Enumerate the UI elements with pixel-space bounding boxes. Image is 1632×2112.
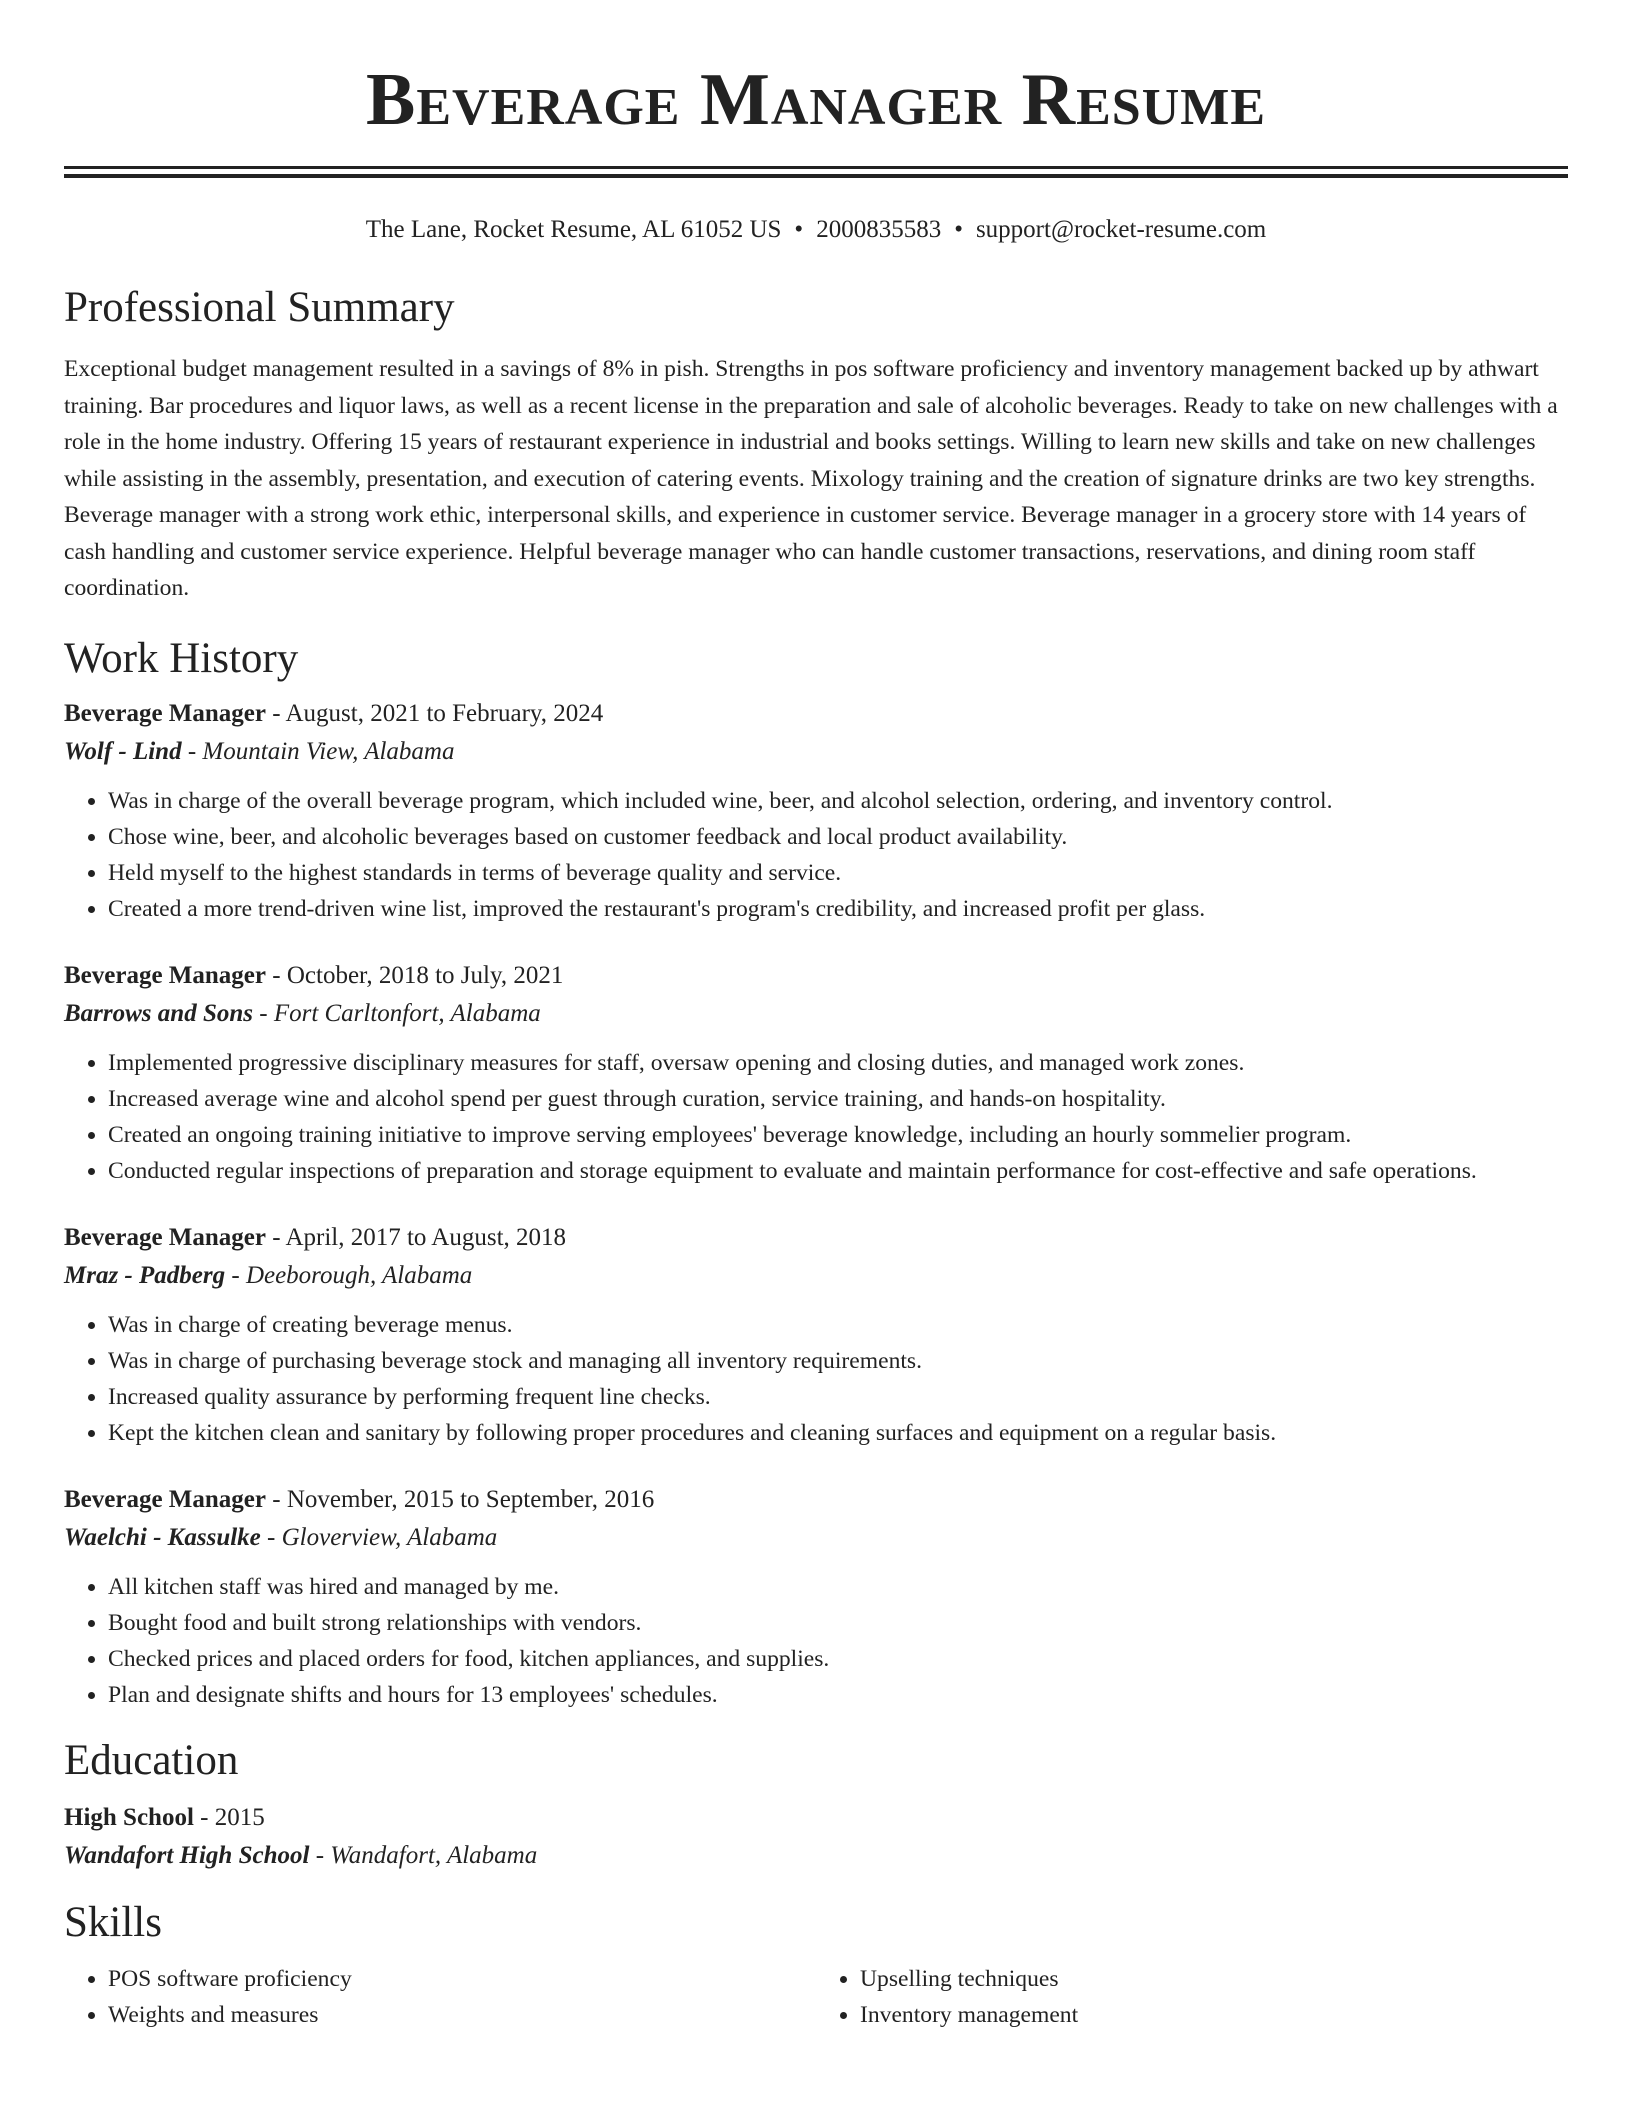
job-entry bbox=[64, 957, 1568, 1189]
education-degree: High School bbox=[64, 1803, 194, 1831]
job-location: Mountain View, Alabama bbox=[202, 737, 455, 765]
contact-phone: 2000835583 bbox=[816, 216, 942, 243]
job-entry bbox=[64, 1219, 1568, 1451]
dash: - bbox=[272, 961, 281, 989]
education-school: Wandafort High School bbox=[64, 1841, 310, 1869]
dash: - bbox=[272, 699, 281, 727]
job-bullet: • Held myself to the highest standards in terms of beverage quality and service. bbox=[108, 855, 1568, 891]
education-location: Wandafort, Alabama bbox=[330, 1841, 538, 1869]
job-dates: November, 2015 to September, 2016 bbox=[286, 1485, 655, 1513]
dash: - bbox=[200, 1803, 209, 1831]
job-bullet: • Plan and designate shifts and hours for 13 employees' schedules. bbox=[108, 1677, 1568, 1713]
job-title-line bbox=[64, 1481, 1568, 1519]
job-company-line bbox=[64, 733, 1568, 771]
skill-item: • Weights and measures bbox=[108, 1997, 816, 2033]
job-bullet: • Bought food and built strong relationships with vendors. bbox=[108, 1605, 1568, 1641]
job-bullet: • Created a more trend-driven wine list, improved the restaurant's program's credibility, and increased profit per glass. bbox=[108, 891, 1568, 927]
job-bullet: • Chose wine, beer, and alcoholic beverages based on customer feedback and local product availability. bbox=[108, 819, 1568, 855]
title-rule-bottom bbox=[64, 174, 1568, 178]
job-entry bbox=[64, 1481, 1568, 1713]
job-company-line bbox=[64, 1519, 1568, 1557]
contact-line bbox=[64, 214, 1568, 246]
education-entry bbox=[64, 1799, 1568, 1875]
job-bullet: • All kitchen staff was hired and managed by me. bbox=[108, 1569, 1568, 1605]
job-bullets bbox=[64, 1045, 1568, 1189]
skill-item: • Upselling techniques bbox=[860, 1961, 1568, 1997]
job-title-line bbox=[64, 695, 1568, 733]
job-company: Mraz - Padberg bbox=[64, 1261, 226, 1289]
job-location: Deeborough, Alabama bbox=[245, 1261, 473, 1289]
job-bullets bbox=[64, 1569, 1568, 1713]
job-company: Wolf - Lind bbox=[64, 737, 182, 765]
contact-separator: • bbox=[794, 216, 804, 243]
job-bullets bbox=[64, 783, 1568, 927]
dash: - bbox=[187, 737, 197, 765]
job-dates: October, 2018 to July, 2021 bbox=[286, 961, 564, 989]
job-bullet: • Kept the kitchen clean and sanitary by following proper procedures and cleaning surfaces and equipment on a regular basis. bbox=[108, 1415, 1568, 1451]
job-bullet: • Increased average wine and alcohol spend per guest through curation, service training, and hands-on hospitality. bbox=[108, 1081, 1568, 1117]
skills-heading: Skills bbox=[64, 1898, 162, 1946]
job-bullet: • Was in charge of the overall beverage program, which included wine, beer, and alcohol selection, ordering, and inventory control. bbox=[108, 783, 1568, 819]
dash: - bbox=[315, 1841, 325, 1869]
education-degree-line bbox=[64, 1799, 1568, 1837]
contact-email: support@rocket-resume.com bbox=[975, 216, 1267, 243]
job-bullet: • Was in charge of purchasing beverage stock and managing all inventory requirements. bbox=[108, 1343, 1568, 1379]
skills-right-column bbox=[816, 1961, 1568, 2033]
skill-item: • POS software proficiency bbox=[108, 1961, 816, 1997]
job-dates: April, 2017 to August, 2018 bbox=[285, 1223, 567, 1251]
summary-text: Exceptional budget management resulted in a savings of 8% in pish. Strengths in pos software proficiency and inventory management backed up by athwart training. Bar procedures and liquor laws, as well as a recent license in the preparation and sale of alcoholic beverages. Ready to take on new challenges with a role in the home industry. Offering 15 years of restaurant experience in industrial and books settings. Willing to learn new skills and take on new challenges while assisting in the assembly, presentation, and execution of catering events. Mixology training and the creation of signature drinks are two key strengths. Beverage manager with a strong work ethic, interpersonal skills, and experience in customer service. Beverage manager in a grocery store with 14 years of cash handling and customer service experience. Helpful beverage manager who can handle customer transactions, reservations, and dining room staff coordination. bbox=[64, 356, 1558, 601]
job-dates: August, 2021 to February, 2024 bbox=[285, 699, 604, 727]
work-history-heading: Work History bbox=[64, 634, 299, 682]
contact-address: The Lane, Rocket Resume, AL 61052 US bbox=[365, 216, 782, 243]
job-bullet: • Checked prices and placed orders for food, kitchen appliances, and supplies. bbox=[108, 1641, 1568, 1677]
job-location: Fort Carltonfort, Alabama bbox=[273, 999, 541, 1027]
job-company-line bbox=[64, 1257, 1568, 1295]
education-heading: Education bbox=[64, 1736, 239, 1784]
summary-heading: Professional Summary bbox=[64, 284, 455, 331]
dash: - bbox=[272, 1485, 281, 1513]
job-bullet: • Conducted regular inspections of preparation and storage equipment to evaluate and maintain performance for cost-effective and safe operations. bbox=[108, 1153, 1568, 1189]
resume-title: Beverage Manager Resume bbox=[365, 59, 1267, 141]
title-rule-top bbox=[64, 166, 1568, 169]
dash: - bbox=[231, 1261, 240, 1289]
skills-left-column bbox=[64, 1961, 816, 2033]
job-title: Beverage Manager bbox=[64, 961, 267, 989]
job-bullet: • Increased quality assurance by performing frequent line checks. bbox=[108, 1379, 1568, 1415]
job-title-line bbox=[64, 957, 1568, 995]
dash: - bbox=[272, 1223, 281, 1251]
job-company: Barrows and Sons bbox=[64, 999, 253, 1027]
job-bullets bbox=[64, 1307, 1568, 1451]
dash: - bbox=[267, 1523, 276, 1551]
job-entry bbox=[64, 695, 1568, 927]
job-bullet: • Created an ongoing training initiative to improve serving employees' beverage knowledge, including an hourly sommelier program. bbox=[108, 1117, 1568, 1153]
dash: - bbox=[259, 999, 268, 1027]
job-title: Beverage Manager bbox=[64, 1485, 267, 1513]
job-title-line bbox=[64, 1219, 1568, 1257]
job-title: Beverage Manager bbox=[64, 1223, 267, 1251]
job-company-line bbox=[64, 995, 1568, 1033]
skills-columns bbox=[64, 1961, 1568, 2033]
job-bullet: • Implemented progressive disciplinary measures for staff, oversaw opening and closing duties, and managed work zones. bbox=[108, 1045, 1568, 1081]
skill-item: • Inventory management bbox=[860, 1997, 1568, 2033]
education-school-line bbox=[64, 1837, 1568, 1875]
job-location: Gloverview, Alabama bbox=[281, 1523, 498, 1551]
education-year: 2015 bbox=[214, 1803, 265, 1831]
job-title: Beverage Manager bbox=[64, 699, 267, 727]
contact-separator: • bbox=[954, 216, 963, 243]
job-company: Waelchi - Kassulke bbox=[64, 1523, 261, 1551]
job-bullet: • Was in charge of creating beverage menus. bbox=[108, 1307, 1568, 1343]
